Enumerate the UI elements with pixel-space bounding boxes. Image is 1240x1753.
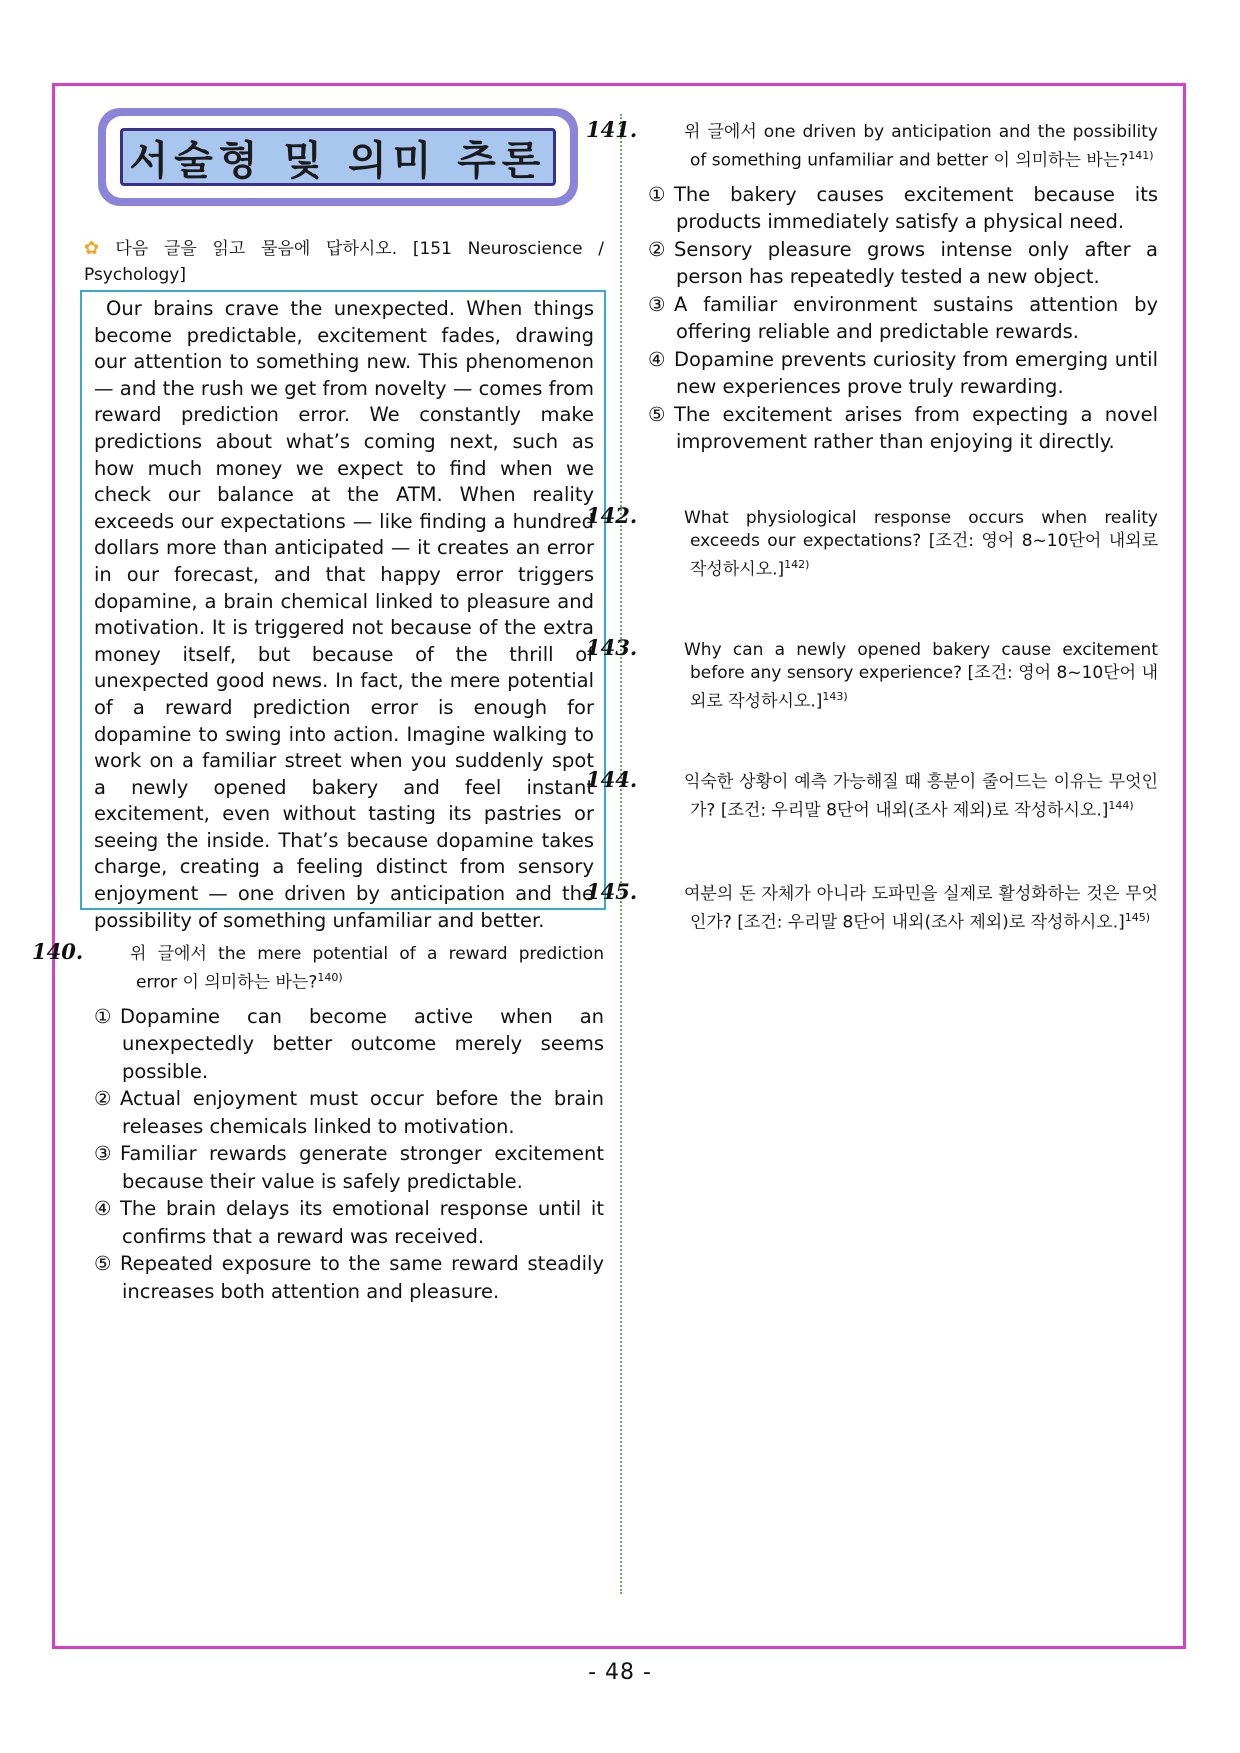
passage-text: Our brains crave the unexpected. When things become predictable, excitement fades, drawing our attention to something new. This phenomenon — and the rush we get from novelty — comes from reward prediction error. We constantly make predictions about what’s coming next, such as how much money we expect to find when we check our balance at the ATM. When reality exceeds our expectations — like finding a hundred dollars more than anticipated — it creates an error in our forecast, and that happy error triggers dopamine, a brain chemical linked to pleasure and motivation. It is triggered not because of the extra money itself, but because of the thrill of unexpected good news. In fact, the mere potential of a reward prediction error is enough for dopamine to swing into action. Imagine walking to work on a familiar street when you suddenly spot a newly opened bakery and feel instant excitement, even without tasting its pastries or seeing the inside. That’s because dopamine takes charge, creating a feeling distinct from sensory enjoyment — one driven by anticipation and the possibility of something unfamiliar and better. (94, 297, 594, 932)
question-number: 141. (586, 117, 638, 142)
footnote-ref: 142) (784, 558, 810, 571)
options-list (84, 1003, 604, 1306)
title-banner (98, 108, 578, 206)
instruction-text: 다음 글을 읽고 물음에 답하시오. [151 Neuroscience / Psychology] (84, 239, 604, 285)
question-number: 140. (32, 939, 84, 964)
option-2[interactable]: ② Actual enjoyment must occur before the brain releases chemicals linked to motivation. (94, 1087, 604, 1138)
option-5[interactable]: ⑤ The excitement arises from expecting a novel improvement rather than enjoying it directly. (648, 402, 1158, 454)
section-title: 서술형 및 의미 추론 (129, 137, 547, 184)
footnote-ref: 143) (822, 690, 848, 703)
option-2[interactable]: ② Sensory pleasure grows intense only after a person has repeatedly tested a new object. (648, 237, 1158, 289)
footnote-ref: 141) (1128, 149, 1154, 162)
instruction (84, 236, 604, 288)
question-144 (586, 767, 1158, 823)
option-4[interactable]: ④ The brain delays its emotional response until it confirms that a reward was received. (94, 1197, 604, 1248)
question-prompt: 위 글에서 the mere potential of a reward prediction error 이 의미하는 바는? (130, 944, 604, 993)
question-number: 143. (586, 635, 638, 660)
column-divider (620, 114, 622, 1594)
question-prompt: 위 글에서 one driven by anticipation and the possibility of something unfamiliar and better 이 의미하는 바는? (684, 122, 1158, 171)
question-143 (586, 635, 1158, 714)
footnote-ref: 144) (1108, 799, 1134, 812)
question-prompt: Why can a newly opened bakery cause excitement before any sensory experience? [조건: 영어 8~10단어 내외로 작성하시오.] (684, 640, 1158, 712)
flower-icon: ✿ (84, 238, 110, 259)
option-3[interactable]: ③ A familiar environment sustains attention by offering reliable and predictable rewards. (648, 292, 1158, 344)
footnote-ref: 145) (1124, 911, 1151, 924)
question-prompt: What physiological response occurs when reality exceeds our expectations? [조건: 영어 8~10단어 내외로 작성하시오.] (684, 508, 1158, 580)
question-number: 145. (586, 879, 638, 904)
reading-passage (80, 290, 606, 932)
question-number: 142. (586, 503, 638, 528)
question-141 (586, 117, 1158, 456)
question-140 (32, 939, 604, 1305)
options-list (638, 181, 1158, 456)
option-5[interactable]: ⑤ Repeated exposure to the same reward steadily increases both attention and pleasure. (94, 1252, 604, 1303)
page-number: - 48 - (588, 1660, 652, 1685)
option-1[interactable]: ① The bakery causes excitement because its products immediately satisfy a physical need. (648, 182, 1158, 234)
question-number: 144. (586, 767, 638, 792)
question-145 (586, 879, 1158, 935)
question-142 (586, 503, 1158, 582)
option-4[interactable]: ④ Dopamine prevents curiosity from emerging until new experiences prove truly rewarding. (648, 347, 1158, 399)
option-3[interactable]: ③ Familiar rewards generate stronger excitement because their value is safely predictable. (94, 1142, 604, 1193)
option-1[interactable]: ① Dopamine can become active when an unexpectedly better outcome merely seems possible. (94, 1004, 604, 1083)
footnote-ref: 140) (317, 971, 343, 984)
question-prompt: 익숙한 상황이 예측 가능해질 때 흥분이 줄어드는 이유는 무엇인가? [조건: 우리말 8단어 내외(조사 제외)로 작성하시오.] (684, 772, 1158, 821)
question-prompt: 여분의 돈 자체가 아니라 도파민을 실제로 활성화하는 것은 무엇인가? [조건: 우리말 8단어 내외(조사 제외)로 작성하시오.] (684, 884, 1158, 933)
